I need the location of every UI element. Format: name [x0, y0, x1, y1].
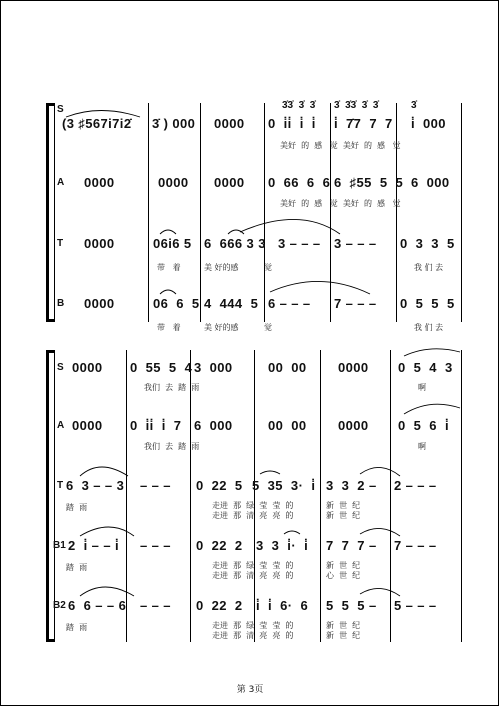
- s1-t-measure-1: 0000: [84, 236, 115, 251]
- s2-b2-lyrics-c1: 新 世 纪: [326, 621, 361, 630]
- s2-a-measure-5: 0000: [338, 418, 369, 433]
- slur: [360, 467, 400, 476]
- s2-b2-measure-2: – – –: [140, 598, 171, 613]
- s1-a-measure-4: 0 66 6 6: [268, 175, 331, 190]
- voice-label-alto: A: [57, 420, 65, 431]
- s2-t-measure-4: 5 35 3· i̇: [252, 478, 316, 493]
- s2-b2-lyrics-b2: 走进 那 清 亮 亮 的: [212, 631, 294, 640]
- s2-s-measure-4: 00 00: [268, 360, 307, 375]
- s1-t-lyrics-d: 我 们 去: [414, 263, 444, 272]
- s1-b-measure-4: 6 – – –: [268, 296, 311, 311]
- slur: [80, 467, 128, 476]
- s1-b-lyrics-d: 我 们 去: [414, 323, 444, 332]
- slur: [160, 230, 176, 234]
- s2-s-measure-6: 0 5 4 3: [398, 360, 453, 375]
- slur: [270, 281, 370, 294]
- s2-a-measure-4: 00 00: [268, 418, 307, 433]
- s2-s-measure-3: 3 000: [194, 360, 233, 375]
- s2-s-measure-2: 0 55 5 4: [130, 360, 193, 375]
- s1-b-lyrics-b: 美 好的感: [204, 323, 239, 332]
- s2-t-measure-3: 0 22 5: [196, 478, 243, 493]
- s1-t-measure-2: 06i6 5: [153, 236, 192, 251]
- slur: [260, 471, 280, 474]
- voice-label-alto: A: [57, 177, 65, 188]
- s2-a-measure-2: 0 i̇i̇ i̇ 7: [130, 418, 182, 433]
- s2-t-measure-5: 3 3 2 –: [326, 478, 377, 493]
- s1-b-lyrics-c: 觉: [264, 323, 272, 332]
- s2-t-measure-1: 6 3 – – 3: [66, 478, 125, 493]
- s2-s-lyrics-b: 啊: [418, 383, 426, 392]
- s1-s-measure-4: 0 i̇i̇ i̇ i̇: [268, 116, 316, 131]
- voice-label-tenor: T: [57, 480, 64, 491]
- s1-t-lyrics-a: 带 着: [157, 263, 181, 272]
- slur: [284, 531, 300, 534]
- slur: [80, 527, 134, 536]
- s2-a-lyrics-a: 我们 去 踏 雨: [144, 442, 200, 451]
- s2-t-lyrics-a: 踏 雨: [66, 503, 88, 512]
- s1-s-measure-5: i̇ 7̇7 7 7: [334, 116, 393, 131]
- slur: [360, 588, 400, 596]
- s2-a-lyrics-b: 啊: [418, 442, 426, 451]
- s2-s-measure-5: 0000: [338, 360, 369, 375]
- slur: [404, 404, 460, 414]
- s1-a-measure-1: 0000: [84, 175, 115, 190]
- s2-t-measure-2: – – –: [140, 478, 171, 493]
- s2-s-measure-1: 0000: [72, 360, 103, 375]
- s2-b1-measure-5: 7 7 7 –: [326, 538, 377, 553]
- s2-b2-lyrics-a: 踏 雨: [66, 623, 88, 632]
- s1-a-measure-2: 0000: [158, 175, 189, 190]
- s2-b2-lyrics-c2: 新 世 纪: [326, 631, 361, 640]
- s2-t-lyrics-b1: 走进 那 绿 莹 莹 的: [212, 501, 294, 510]
- s1-b-measure-5: 7 – – –: [334, 296, 377, 311]
- s1-s-measure-6: i̇ 000: [411, 116, 446, 131]
- s2-a-measure-6: 0 5 6 i̇: [398, 418, 449, 433]
- s2-b1-lyrics-b1: 走进 那 绿 莹 莹 的: [212, 561, 294, 570]
- slur: [240, 219, 340, 234]
- s2-b2-measure-6: 5 – – –: [394, 598, 437, 613]
- s2-b2-lyrics-b1: 走进 那 绿 莹 莹 的: [212, 621, 294, 630]
- voice-label-tenor: T: [57, 238, 64, 249]
- slur: [360, 528, 400, 536]
- slur: [66, 111, 140, 118]
- s2-t-lyrics-c2: 新 世 纪: [326, 511, 361, 520]
- s1-t-lyrics-b: 美 好的感: [204, 263, 239, 272]
- s1-s-upper-notes: 3̇3̇ 3̇ 3̇: [282, 100, 316, 111]
- s1-a-measure-3: 0000: [214, 175, 245, 190]
- s1-t-measure-4: 3 – – –: [278, 236, 321, 251]
- s2-b1-lyrics-c2: 心 世 纪: [326, 571, 361, 580]
- s1-t-measure-6: 0 3 3 5: [400, 236, 455, 251]
- s1-s-upper-notes: 3̇: [411, 100, 417, 111]
- s2-b1-measure-4: 3 3 i̇· i̇: [256, 538, 309, 553]
- s1-a-measure-5: 6 ♯55 5 5: [334, 175, 404, 190]
- s1-s-measure-1: (3 ♯567i7i2̇: [62, 116, 132, 131]
- s1-b-measure-6: 0 5 5 5: [400, 296, 455, 311]
- s1-a-measure-6: 6 000: [411, 175, 450, 190]
- slur: [160, 290, 176, 294]
- s2-b1-lyrics-a: 踏 雨: [66, 563, 88, 572]
- s2-b1-lyrics-b2: 走进 那 清 亮 亮 的: [212, 571, 294, 580]
- s2-t-lyrics-c1: 新 世 纪: [326, 501, 361, 510]
- s2-b1-measure-6: 7 – – –: [394, 538, 437, 553]
- slur: [80, 587, 134, 596]
- voice-label-soprano: S: [57, 104, 64, 115]
- s2-s-lyrics-a: 我们 去 踏 雨: [144, 383, 200, 392]
- s1-s-lyrics: 美好 的 感 觉 美好 的 感 觉: [280, 141, 401, 150]
- s1-b-measure-2: 06 6 5: [153, 296, 200, 311]
- s2-t-lyrics-b2: 走进 那 清 亮 亮 的: [212, 511, 294, 520]
- s1-a-lyrics: 美好 的 感 觉 美好 的 感 觉: [280, 199, 401, 208]
- voice-label-bass1: B1: [53, 540, 66, 551]
- s2-b1-lyrics-c1: 新 世 纪: [326, 561, 361, 570]
- s2-t-measure-6: 2 – – –: [394, 478, 437, 493]
- s1-b-measure-1: 0000: [84, 296, 115, 311]
- s2-b2-measure-4: i̇ i̇ 6· 6: [256, 598, 309, 613]
- s1-s-measure-2: 3̇ ) 000: [152, 116, 196, 131]
- voice-label-bass2: B2: [53, 600, 66, 611]
- s2-a-measure-3: 6 000: [194, 418, 233, 433]
- s2-a-measure-1: 0000: [72, 418, 103, 433]
- s2-b1-measure-3: 0 22 2: [196, 538, 243, 553]
- s1-s-upper-notes: 3̇ 3̇3̇ 3̇ 3̇: [334, 100, 379, 111]
- s2-b2-measure-1: 6 6 – – 6: [68, 598, 127, 613]
- s1-b-measure-3: 4 444 5: [204, 296, 259, 311]
- s1-s-measure-3: 0000: [214, 116, 245, 131]
- slur: [228, 230, 244, 234]
- s2-b1-measure-1: 2 i̇ – – i̇: [68, 538, 119, 553]
- s2-b2-measure-5: 5 5 5 –: [326, 598, 377, 613]
- s1-b-lyrics-a: 带 着: [157, 323, 181, 332]
- s1-t-lyrics-c: 觉: [264, 263, 272, 272]
- voice-label-bass: B: [57, 298, 65, 309]
- slur: [404, 349, 460, 356]
- page-number: 第 3页: [236, 685, 264, 695]
- s2-b2-measure-3: 0 22 2: [196, 598, 243, 613]
- s2-b1-measure-2: – – –: [140, 538, 171, 553]
- voice-label-soprano: S: [57, 362, 64, 373]
- s1-t-measure-5: 3 – – –: [334, 236, 377, 251]
- s1-t-measure-3: 6 666 3 3: [204, 236, 266, 251]
